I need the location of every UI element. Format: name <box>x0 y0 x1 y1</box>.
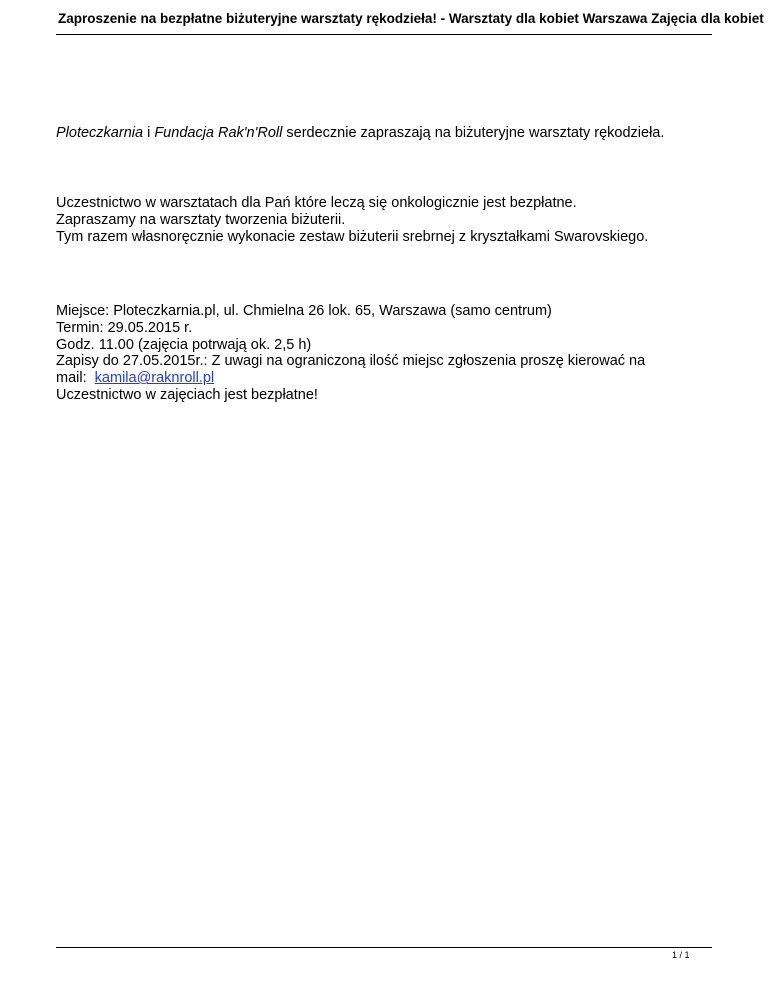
participation-paragraph <box>56 195 716 245</box>
event-mail-line <box>56 370 716 387</box>
participation-line-1: Uczestnictwo w warsztatach dla Pań które leczą się onkologicznie jest bezpłatne. <box>56 195 577 211</box>
participation-line-3: Tym razem własnoręcznie wykonacie zestaw biżuterii srebrnej z kryształkami Swarovskiego. <box>56 228 649 245</box>
document-header-title: Zaproszenie na bezpłatne biżuteryjne warsztaty rękodzieła! - Warsztaty dla kobiet Warszawa Zajęcia dla kobiet <box>58 11 764 26</box>
intro-invitation-text: serdecznie zapraszają na biżuteryjne warsztaty rękodzieła. <box>282 125 665 141</box>
email-link[interactable]: kamila@raknroll.pl <box>94 370 215 387</box>
intro-paragraph <box>56 125 716 142</box>
intro-conjunction: i <box>143 125 155 141</box>
event-free-note: Uczestnictwo w zajęciach jest bezpłatne! <box>56 386 318 403</box>
page-number: 1 / 1 <box>672 950 690 960</box>
mail-prefix: mail: <box>56 370 95 387</box>
event-signup: Zapisy do 27.05.2015r.: Z uwagi na ograniczoną ilość miejsc zgłoszenia proszę kierować na <box>56 353 646 370</box>
footer-divider <box>56 947 712 948</box>
header-divider <box>56 34 712 35</box>
event-details <box>56 303 716 404</box>
event-place: Miejsce: Ploteczkarnia.pl, ul. Chmielna 26 lok. 65, Warszawa (samo centrum) <box>56 303 552 319</box>
intro-line <box>56 125 716 142</box>
organizer-ploteczkarnia: Ploteczkarnia <box>56 125 144 141</box>
event-date: Termin: 29.05.2015 r. <box>56 319 193 336</box>
organizer-fundacja: Fundacja Rak'n'Roll <box>154 125 283 141</box>
participation-line-2: Zapraszamy na warsztaty tworzenia biżuterii. <box>56 211 346 228</box>
event-time: Godz. 11.00 (zajęcia potrwają ok. 2,5 h) <box>56 336 312 353</box>
